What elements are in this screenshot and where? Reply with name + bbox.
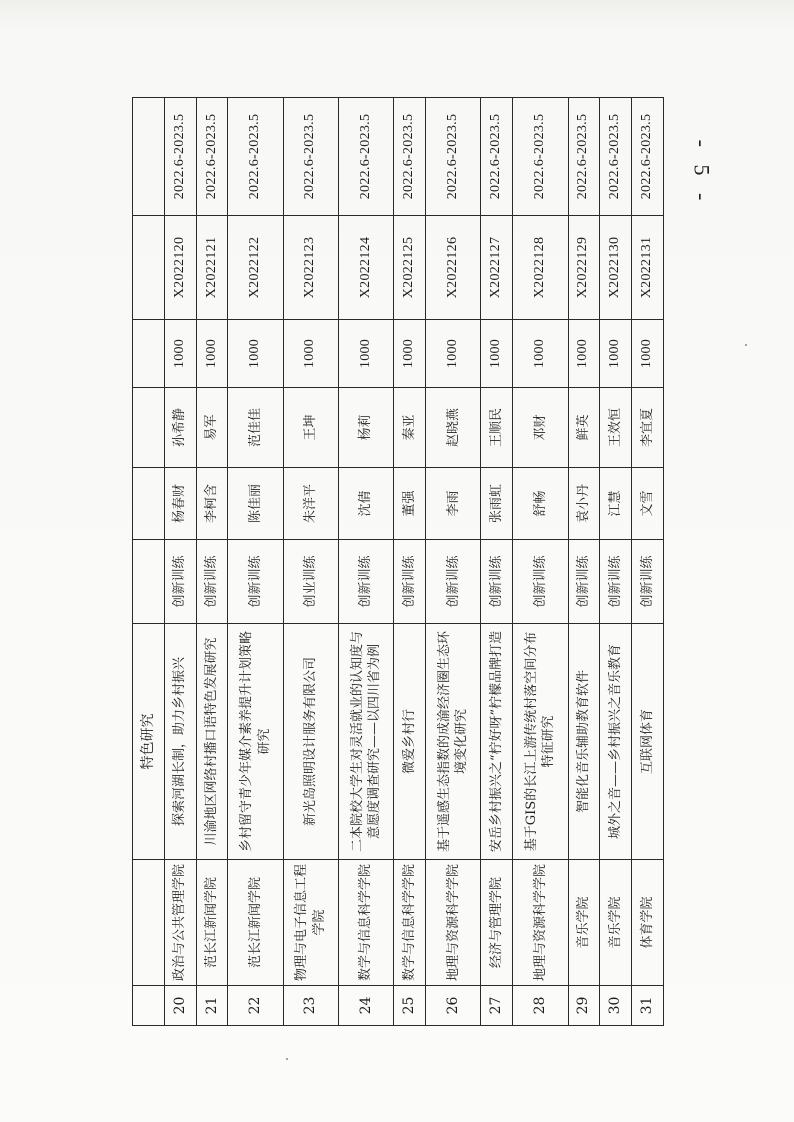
row-number: 27 <box>481 986 513 1026</box>
table-row <box>513 98 568 1026</box>
category-cell: 创新训练 <box>164 540 196 624</box>
leader-cell: 董强 <box>394 468 426 540</box>
amount-cell: 1000 <box>196 320 228 388</box>
project-title-cell: 城外之音——乡村振兴之音乐教育 <box>600 624 632 860</box>
period-cell: 2022.6-2023.5 <box>283 98 338 216</box>
table-row <box>481 98 513 1026</box>
header-cell-blank <box>133 860 165 986</box>
row-number: 21 <box>196 986 228 1026</box>
amount-cell: 1000 <box>513 320 568 388</box>
category-cell: 创新训练 <box>196 540 228 624</box>
advisor-cell: 李宜夏 <box>632 388 664 468</box>
college-cell: 物理与电子信息工程学院 <box>283 860 338 986</box>
amount-cell: 1000 <box>426 320 481 388</box>
project-title-cell: 微爱乡村行 <box>394 624 426 860</box>
page-number: - 5 - <box>689 139 715 207</box>
amount-cell: 1000 <box>228 320 283 388</box>
amount-cell: 1000 <box>632 320 664 388</box>
project-code-cell: X2022121 <box>196 216 228 320</box>
category-cell: 创新训练 <box>568 540 600 624</box>
row-number: 31 <box>632 986 664 1026</box>
period-cell: 2022.6-2023.5 <box>426 98 481 216</box>
project-code-cell: X2022120 <box>164 216 196 320</box>
table-row <box>632 98 664 1026</box>
college-cell: 范长江新闻学院 <box>196 860 228 986</box>
leader-cell: 舒畅 <box>513 468 568 540</box>
category-cell: 创新训练 <box>600 540 632 624</box>
row-number: 28 <box>513 986 568 1026</box>
scan-speck <box>286 1058 288 1060</box>
header-cell-blank <box>133 540 165 624</box>
college-cell: 经济与管理学院 <box>481 860 513 986</box>
project-title-cell: 智能化音乐辅助教育软件 <box>568 624 600 860</box>
college-cell: 音乐学院 <box>600 860 632 986</box>
amount-cell: 1000 <box>600 320 632 388</box>
amount-cell: 1000 <box>283 320 338 388</box>
project-title-cell: 基于GIS的长江上游传统村落空间分布特征研究 <box>513 624 568 860</box>
advisor-cell: 鲜英 <box>568 388 600 468</box>
college-cell: 地理与资源科学学院 <box>426 860 481 986</box>
project-code-cell: X2022130 <box>600 216 632 320</box>
period-cell: 2022.6-2023.5 <box>164 98 196 216</box>
college-cell: 数学与信息科学学院 <box>394 860 426 986</box>
category-cell: 创新训练 <box>426 540 481 624</box>
leader-cell: 李柯含 <box>196 468 228 540</box>
advisor-cell: 易军 <box>196 388 228 468</box>
header-cell-blank <box>133 388 165 468</box>
category-cell: 创新训练 <box>228 540 283 624</box>
table-row <box>394 98 426 1026</box>
advisor-cell: 孙希静 <box>164 388 196 468</box>
period-cell: 2022.6-2023.5 <box>600 98 632 216</box>
project-title-cell: 基于遥感生态指数的成渝经济圈生态环境变化研究 <box>426 624 481 860</box>
college-cell: 数学与信息科学学院 <box>339 860 394 986</box>
category-cell: 创新训练 <box>394 540 426 624</box>
advisor-cell: 秦亚 <box>394 388 426 468</box>
table-row <box>568 98 600 1026</box>
amount-cell: 1000 <box>164 320 196 388</box>
period-cell: 2022.6-2023.5 <box>394 98 426 216</box>
leader-cell: 沈倩 <box>339 468 394 540</box>
row-number: 24 <box>339 986 394 1026</box>
header-cell-blank <box>133 216 165 320</box>
advisor-cell: 邓财 <box>513 388 568 468</box>
project-code-cell: X2022126 <box>426 216 481 320</box>
project-code-cell: X2022125 <box>394 216 426 320</box>
college-cell: 音乐学院 <box>568 860 600 986</box>
leader-cell: 江慧 <box>600 468 632 540</box>
leader-cell: 文雪 <box>632 468 664 540</box>
project-title-cell: 新光岛照明设计服务有限公司 <box>283 624 338 860</box>
leader-cell: 张雨虹 <box>481 468 513 540</box>
period-cell: 2022.6-2023.5 <box>228 98 283 216</box>
project-title-cell: 安岳乡村振兴之“柠好呀”柠檬品牌打造 <box>481 624 513 860</box>
table-row <box>339 98 394 1026</box>
advisor-cell: 王顺民 <box>481 388 513 468</box>
table-row <box>426 98 481 1026</box>
period-cell: 2022.6-2023.5 <box>632 98 664 216</box>
advisor-cell: 范佳佳 <box>228 388 283 468</box>
header-cell-feature: 特色研究 <box>133 624 165 860</box>
category-cell: 创新训练 <box>513 540 568 624</box>
table-row <box>196 98 228 1026</box>
period-cell: 2022.6-2023.5 <box>481 98 513 216</box>
header-cell-blank <box>133 98 165 216</box>
category-cell: 创新训练 <box>339 540 394 624</box>
project-code-cell: X2022129 <box>568 216 600 320</box>
table-row <box>164 98 196 1026</box>
header-cell-blank <box>133 468 165 540</box>
amount-cell: 1000 <box>339 320 394 388</box>
period-cell: 2022.6-2023.5 <box>196 98 228 216</box>
leader-cell: 朱洋平 <box>283 468 338 540</box>
row-number: 22 <box>228 986 283 1026</box>
project-title-cell: 川渝地区网络村播口语特色发展研究 <box>196 624 228 860</box>
advisor-cell: 王效恒 <box>600 388 632 468</box>
project-code-cell: X2022128 <box>513 216 568 320</box>
table-row <box>600 98 632 1026</box>
leader-cell: 陈佳丽 <box>228 468 283 540</box>
row-number: 25 <box>394 986 426 1026</box>
category-cell: 创新训练 <box>481 540 513 624</box>
amount-cell: 1000 <box>568 320 600 388</box>
college-cell: 体育学院 <box>632 860 664 986</box>
row-number: 26 <box>426 986 481 1026</box>
leader-cell: 李雨 <box>426 468 481 540</box>
project-title-cell: 二本院校大学生对灵活就业的认知度与意愿度调查研究——以四川省为例 <box>339 624 394 860</box>
rotated-table-wrapper <box>132 98 664 1026</box>
project-code-cell: X2022124 <box>339 216 394 320</box>
project-title-cell: 乡村留守青少年媒介素养提升计划策略研究 <box>228 624 283 860</box>
amount-cell: 1000 <box>394 320 426 388</box>
amount-cell: 1000 <box>481 320 513 388</box>
scan-speck <box>745 344 747 346</box>
header-cell-blank <box>133 320 165 388</box>
project-code-cell: X2022127 <box>481 216 513 320</box>
period-cell: 2022.6-2023.5 <box>339 98 394 216</box>
college-cell: 地理与资源科学学院 <box>513 860 568 986</box>
project-code-cell: X2022123 <box>283 216 338 320</box>
project-code-cell: X2022131 <box>632 216 664 320</box>
leader-cell: 袁小丹 <box>568 468 600 540</box>
category-cell: 创业训练 <box>283 540 338 624</box>
project-table <box>132 97 664 1026</box>
advisor-cell: 王坤 <box>283 388 338 468</box>
advisor-cell: 赵晓燕 <box>426 388 481 468</box>
header-cell-blank <box>133 986 165 1026</box>
header-row <box>133 98 165 1026</box>
project-code-cell: X2022122 <box>228 216 283 320</box>
category-cell: 创新训练 <box>632 540 664 624</box>
table-row <box>283 98 338 1026</box>
college-cell: 政治与公共管理学院 <box>164 860 196 986</box>
row-number: 23 <box>283 986 338 1026</box>
table-row <box>228 98 283 1026</box>
row-number: 20 <box>164 986 196 1026</box>
leader-cell: 杨春财 <box>164 468 196 540</box>
period-cell: 2022.6-2023.5 <box>513 98 568 216</box>
college-cell: 范长江新闻学院 <box>228 860 283 986</box>
row-number: 29 <box>568 986 600 1026</box>
advisor-cell: 杨莉 <box>339 388 394 468</box>
period-cell: 2022.6-2023.5 <box>568 98 600 216</box>
project-title-cell: 互联网体育 <box>632 624 664 860</box>
project-title-cell: 探索河湖长制，助力乡村振兴 <box>164 624 196 860</box>
row-number: 30 <box>600 986 632 1026</box>
